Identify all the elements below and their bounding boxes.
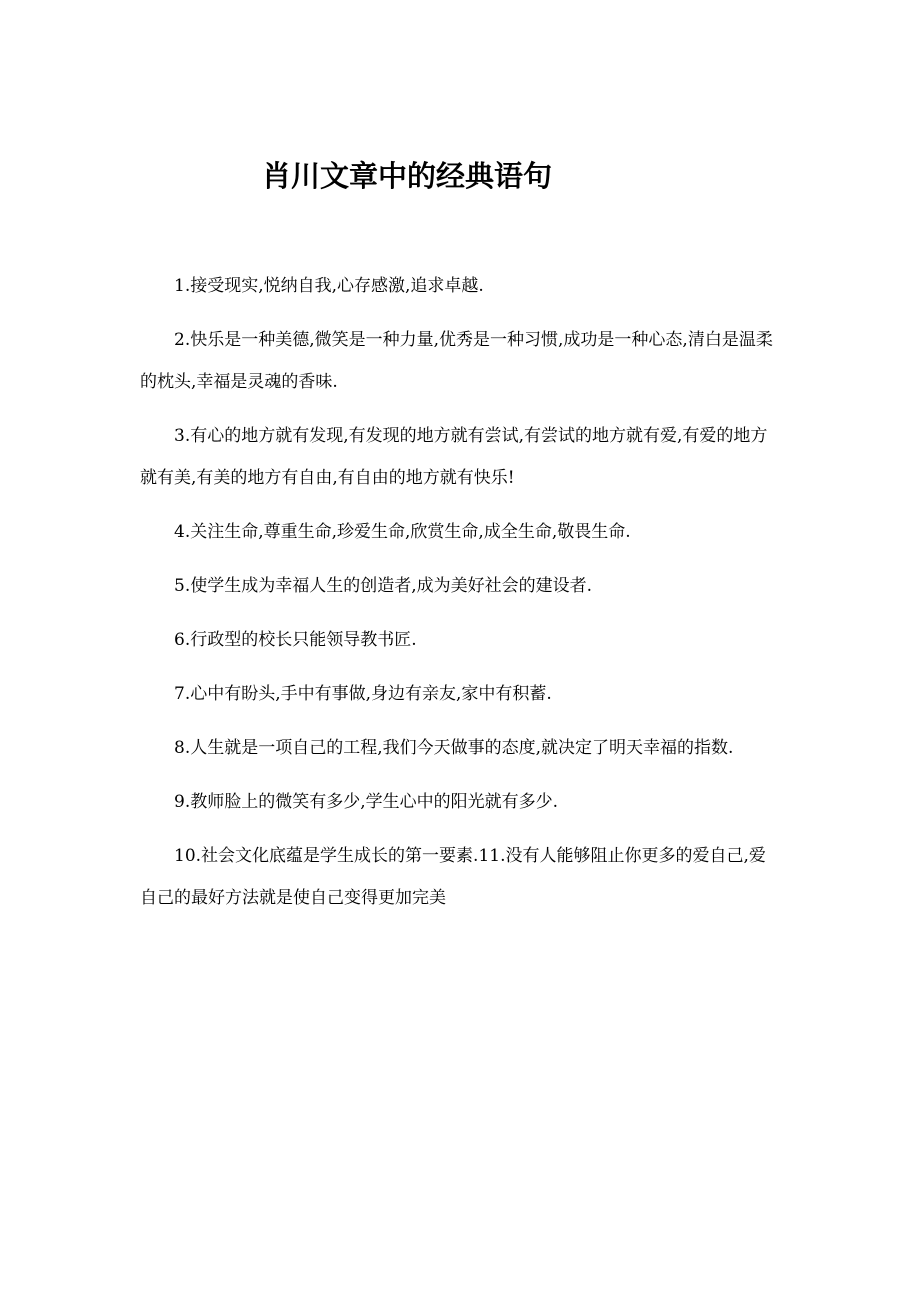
paragraph-2: 2.快乐是一种美德,微笑是一种力量,优秀是一种习惯,成功是一种心态,清白是温柔的枕头,幸福是灵魂的香味. xyxy=(140,330,773,392)
paragraph-9: 9.教师脸上的微笑有多少,学生心中的阳光就有多少. xyxy=(174,792,559,812)
paragraph-1: 1.接受现实,悦纳自我,心存感激,追求卓越. xyxy=(174,276,484,296)
paragraph-8: 8.人生就是一项自己的工程,我们今天做事的态度,就决定了明天幸福的指数. xyxy=(174,738,734,758)
paragraph-5: 5.使学生成为幸福人生的创造者,成为美好社会的建设者. xyxy=(174,576,593,596)
paragraph-7: 7.心中有盼头,手中有事做,身边有亲友,家中有积蓄. xyxy=(174,684,552,704)
document-title: 肖川文章中的经典语句 xyxy=(262,159,553,193)
paragraph-6: 6.行政型的校长只能领导教书匠. xyxy=(174,630,417,650)
document-body xyxy=(140,265,780,931)
paragraph-4: 4.关注生命,尊重生命,珍爱生命,欣赏生命,成全生命,敬畏生命. xyxy=(174,522,631,542)
paragraph-10: 10.社会文化底蕴是学生成长的第一要素.11.没有人能够阻止你更多的爱自己,爱自己的最好方法就是使自己变得更加完美 xyxy=(140,846,766,908)
paragraph-3: 3.有心的地方就有发现,有发现的地方就有尝试,有尝试的地方就有爱,有爱的地方就有美,有美的地方有自由,有自由的地方就有快乐! xyxy=(140,426,768,488)
